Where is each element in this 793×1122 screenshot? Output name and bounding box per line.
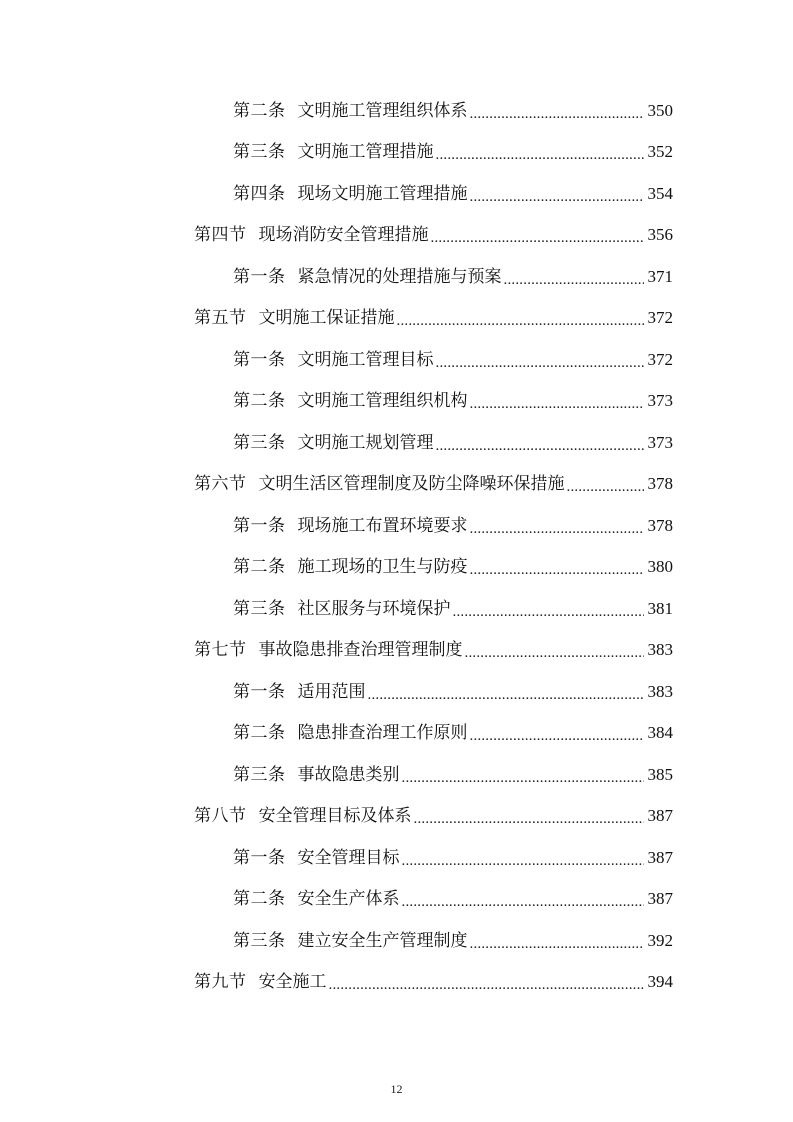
toc-dot-leader bbox=[431, 228, 644, 248]
toc-entry-page: 380 bbox=[647, 557, 673, 577]
toc-entry-title: 文明施工规划管理 bbox=[297, 432, 434, 453]
toc-entry-page: 387 bbox=[647, 847, 673, 867]
toc-entry-number: 第一条 bbox=[233, 266, 286, 287]
toc-dot-leader bbox=[402, 768, 644, 788]
toc-section-entry[interactable] bbox=[0, 962, 793, 1004]
toc-entry-number: 第二条 bbox=[233, 391, 286, 412]
toc-entry-number: 第三条 bbox=[233, 930, 286, 951]
toc-entry-page: 394 bbox=[647, 972, 673, 992]
toc-entry-page: 373 bbox=[647, 432, 673, 452]
toc-entry-page: 384 bbox=[647, 723, 673, 743]
toc-article-entry[interactable] bbox=[0, 132, 793, 174]
toc-entry-title: 安全生产体系 bbox=[297, 889, 400, 910]
toc-entry-page: 350 bbox=[647, 100, 673, 120]
toc-article-entry[interactable] bbox=[0, 671, 793, 713]
toc-entry-page: 387 bbox=[647, 806, 673, 826]
toc-entry-page: 372 bbox=[647, 349, 673, 369]
toc-entry-title: 安全管理目标及体系 bbox=[258, 806, 412, 827]
toc-entry-number: 第三条 bbox=[233, 142, 286, 163]
toc-entry-title: 隐患排查治理工作原则 bbox=[297, 723, 468, 744]
toc-entry-number: 第四节 bbox=[194, 225, 247, 246]
toc-dot-leader bbox=[414, 809, 644, 829]
toc-entry-number: 第一条 bbox=[233, 515, 286, 536]
toc-dot-leader bbox=[329, 975, 644, 995]
toc-entry-page: 383 bbox=[647, 640, 673, 660]
toc-section-entry[interactable] bbox=[0, 215, 793, 257]
toc-entry-title: 社区服务与环境保护 bbox=[297, 598, 451, 619]
toc-entry-page: 381 bbox=[647, 598, 673, 618]
toc-article-entry[interactable] bbox=[0, 422, 793, 464]
toc-entry-page: 356 bbox=[647, 225, 673, 245]
toc-entry-number: 第三条 bbox=[233, 598, 286, 619]
toc-entry-title: 文明施工管理措施 bbox=[297, 142, 434, 163]
toc-entry-page: 387 bbox=[647, 889, 673, 909]
toc-article-entry[interactable] bbox=[0, 505, 793, 547]
toc-dot-leader bbox=[470, 394, 644, 414]
toc-entry-page: 383 bbox=[647, 681, 673, 701]
toc-dot-leader bbox=[504, 270, 644, 290]
toc-entry-number: 第二条 bbox=[233, 557, 286, 578]
toc-entry-number: 第六节 bbox=[194, 474, 247, 495]
toc-entry-title: 文明施工管理组织体系 bbox=[297, 100, 468, 121]
toc-article-entry[interactable] bbox=[0, 547, 793, 589]
toc-entry-page: 352 bbox=[647, 142, 673, 162]
toc-entry-number: 第八节 bbox=[194, 806, 247, 827]
toc-entry-title: 事故隐患类别 bbox=[297, 764, 400, 785]
toc-entry-title: 现场施工布置环境要求 bbox=[297, 515, 468, 536]
toc-dot-leader bbox=[465, 643, 644, 663]
page-number: 12 bbox=[390, 1082, 403, 1096]
toc-dot-leader bbox=[436, 353, 644, 373]
toc-entry-title: 施工现场的卫生与防疫 bbox=[297, 557, 468, 578]
toc-entry-number: 第九节 bbox=[194, 972, 247, 993]
toc-dot-leader bbox=[470, 560, 644, 580]
toc-entry-title: 现场消防安全管理措施 bbox=[258, 225, 429, 246]
toc-entry-number: 第二条 bbox=[233, 889, 286, 910]
toc-entry-title: 适用范围 bbox=[297, 681, 366, 702]
toc-article-entry[interactable] bbox=[0, 90, 793, 132]
toc-entry-page: 354 bbox=[647, 183, 673, 203]
toc-entry-number: 第五节 bbox=[194, 308, 247, 329]
toc-dot-leader bbox=[470, 726, 644, 746]
toc-entry-page: 371 bbox=[647, 266, 673, 286]
toc-entry-title: 紧急情况的处理措施与预案 bbox=[297, 266, 502, 287]
toc-article-entry[interactable] bbox=[0, 256, 793, 298]
toc-article-entry[interactable] bbox=[0, 920, 793, 962]
toc-dot-leader bbox=[470, 187, 644, 207]
toc-article-entry[interactable] bbox=[0, 588, 793, 630]
toc-section-entry[interactable] bbox=[0, 630, 793, 672]
toc-dot-leader bbox=[402, 892, 644, 912]
toc-entry-number: 第二条 bbox=[233, 100, 286, 121]
toc-entry-title: 文明施工管理目标 bbox=[297, 349, 434, 370]
toc-entry-title: 事故隐患排查治理管理制度 bbox=[258, 640, 463, 661]
toc-entry-number: 第四条 bbox=[233, 183, 286, 204]
toc-section-entry[interactable] bbox=[0, 298, 793, 340]
toc-dot-leader bbox=[436, 145, 644, 165]
toc-dot-leader bbox=[453, 602, 644, 622]
toc-entry-title: 现场文明施工管理措施 bbox=[297, 183, 468, 204]
toc-entry-number: 第一条 bbox=[233, 349, 286, 370]
toc-entry-number: 第三条 bbox=[233, 432, 286, 453]
toc-entry-number: 第一条 bbox=[233, 681, 286, 702]
toc-article-entry[interactable] bbox=[0, 879, 793, 921]
toc-entry-number: 第七节 bbox=[194, 640, 247, 661]
toc-article-entry[interactable] bbox=[0, 339, 793, 381]
toc-article-entry[interactable] bbox=[0, 837, 793, 879]
toc-dot-leader bbox=[436, 436, 644, 456]
toc-entry-page: 385 bbox=[647, 764, 673, 784]
toc-entry-number: 第一条 bbox=[233, 847, 286, 868]
toc-dot-leader bbox=[567, 477, 644, 497]
toc-article-entry[interactable] bbox=[0, 713, 793, 755]
toc-entry-page: 373 bbox=[647, 391, 673, 411]
toc-dot-leader bbox=[470, 519, 644, 539]
toc-dot-leader bbox=[470, 934, 644, 954]
toc-entry-page: 372 bbox=[647, 308, 673, 328]
toc-dot-leader bbox=[368, 685, 644, 705]
toc-dot-leader bbox=[470, 104, 644, 124]
toc-entry-number: 第三条 bbox=[233, 764, 286, 785]
table-of-contents bbox=[0, 90, 793, 1003]
toc-entry-page: 378 bbox=[647, 474, 673, 494]
toc-entry-title: 文明施工管理组织机构 bbox=[297, 391, 468, 412]
toc-entry-number: 第二条 bbox=[233, 723, 286, 744]
toc-entry-title: 安全施工 bbox=[258, 972, 327, 993]
toc-entry-title: 安全管理目标 bbox=[297, 847, 400, 868]
toc-section-entry[interactable] bbox=[0, 464, 793, 506]
toc-entry-title: 文明生活区管理制度及防尘降噪环保措施 bbox=[258, 474, 565, 495]
toc-entry-page: 392 bbox=[647, 930, 673, 950]
toc-entry-title: 文明施工保证措施 bbox=[258, 308, 395, 329]
toc-entry-page: 378 bbox=[647, 515, 673, 535]
toc-dot-leader bbox=[397, 311, 644, 331]
toc-article-entry[interactable] bbox=[0, 754, 793, 796]
toc-article-entry[interactable] bbox=[0, 381, 793, 423]
toc-dot-leader bbox=[402, 851, 644, 871]
toc-article-entry[interactable] bbox=[0, 173, 793, 215]
toc-section-entry[interactable] bbox=[0, 796, 793, 838]
toc-entry-title: 建立安全生产管理制度 bbox=[297, 930, 468, 951]
